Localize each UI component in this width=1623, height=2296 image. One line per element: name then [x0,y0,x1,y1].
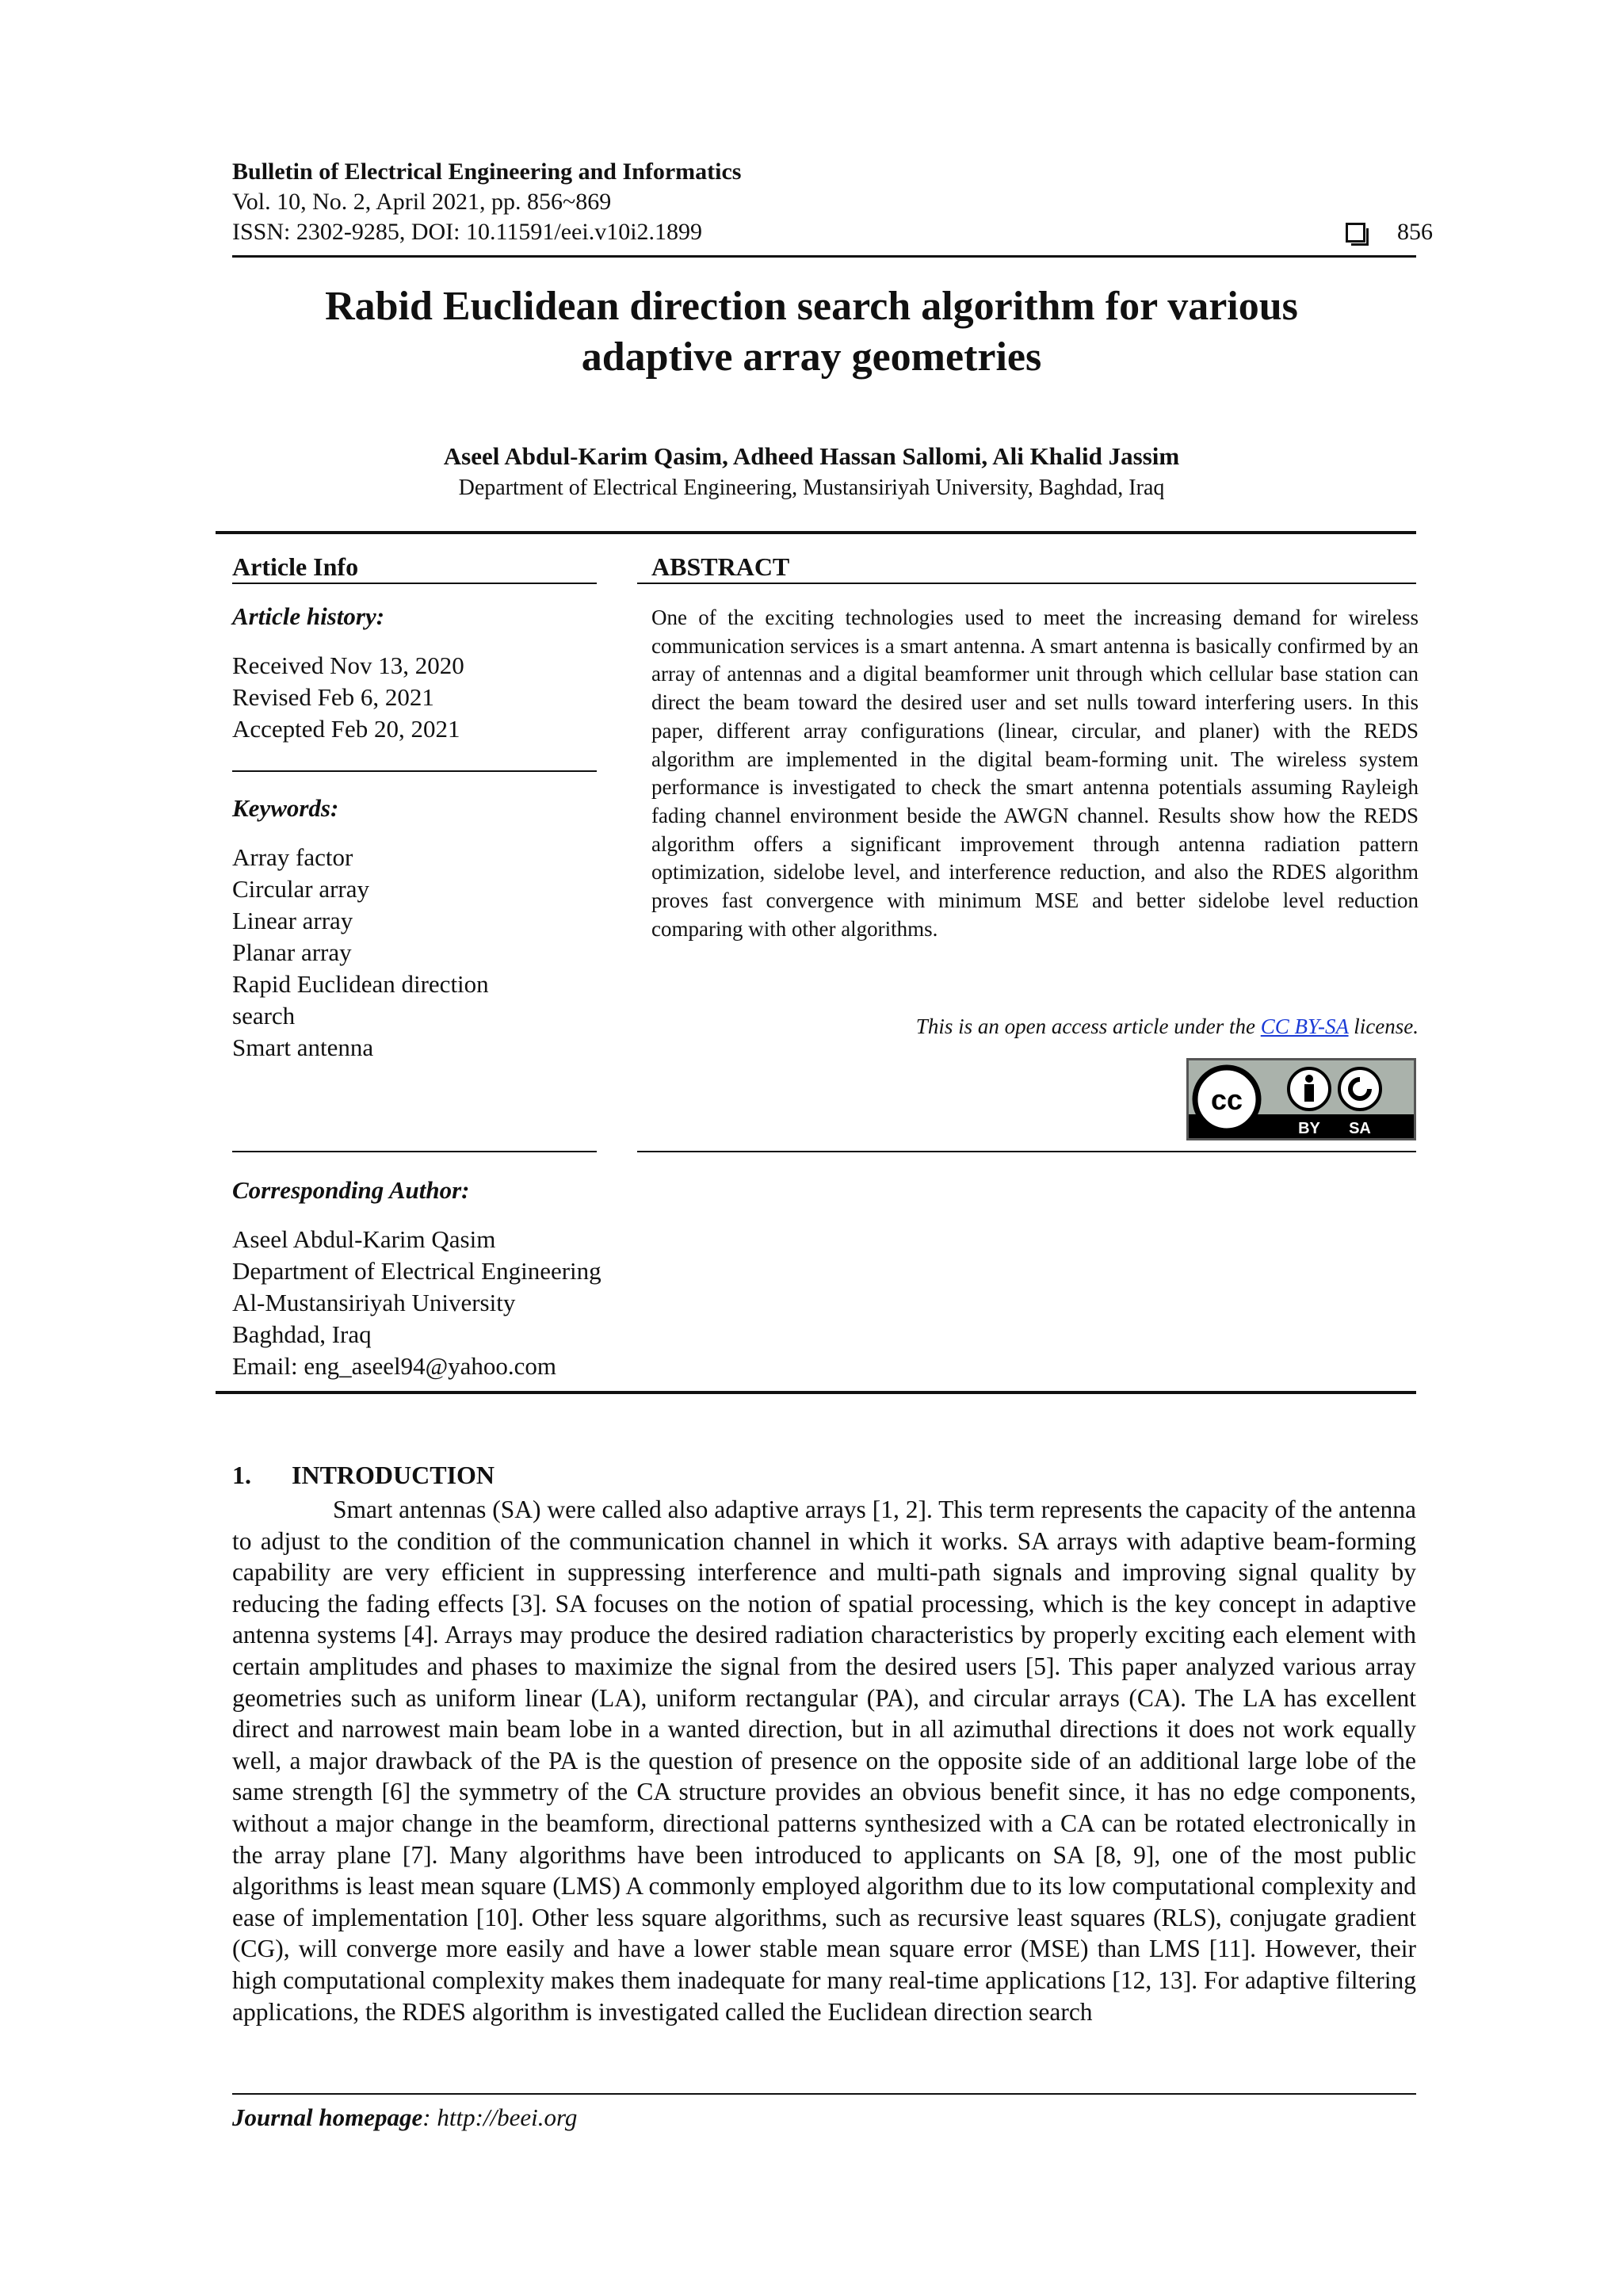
journal-name: Bulletin of Electrical Engineering and Informatics [232,159,742,185]
abstract-rule [637,583,1416,584]
received-date: Received Nov 13, 2020 [232,651,464,679]
paper-title [190,281,1433,383]
article-info-rule [232,583,597,584]
corresponding-author-details [232,1224,601,1382]
volume-info: Vol. 10, No. 2, April 2021, pp. 856~869 [232,189,612,215]
cc-by-label: BY [1298,1120,1320,1137]
keywords-bottom-rule [232,1151,597,1152]
keyword-item: Smart antenna [232,1033,374,1061]
abstract-heading: ABSTRACT [651,552,790,581]
checkbox-square-icon [1346,223,1365,243]
article-info-heading: Article Info [232,552,359,581]
keywords-heading: Keywords: [232,794,339,822]
header-rule [232,255,1416,258]
article-history-heading: Article history: [232,602,385,630]
open-access-note [651,1014,1419,1039]
introduction-body [232,1494,1416,2027]
cc-by-sa-link[interactable]: CC BY-SA [1260,1014,1349,1038]
title-line-2: adaptive array geometries [581,334,1042,380]
keyword-item: Linear array [232,907,353,934]
author-dept: Department of Electrical Engineering [232,1257,601,1285]
homepage-label: Journal homepage [232,2103,423,2131]
corresponding-author-heading: Corresponding Author: [232,1176,470,1204]
keyword-item: search [232,1002,296,1030]
introduction-paragraph: Smart antennas (SA) were called also adaptive arrays [1, 2]. This term represents the capacity of the antenna to adjust to the condition of the communication channel in which it works. SA arrays with adaptive beam-forming capability are very efficient in suppressing interference and multi-path signals and improving signal quality by reducing the fading effects [3]. SA focuses on the notion of spatial processing, which is the key concept in adaptive antenna systems [4]. Arrays may produce the desired radiation characteristics by properly exciting each element with certain amplitudes and phases to maximize the signal from the desired users [5]. This paper analyzed various array geometries such as uniform linear (LA), uniform rectangular (PA), and circular arrays (CA). The LA has excellent direct and narrowest main beam lobe in a wanted direction, but in all azimuthal directions it does not work equally well, a major drawback of the PA is the question of presence on the opposite side of an additional large lobe of the same strength [6] the symmetry of the CA structure provides an obvious benefit since, it has no edge components, without a major change in the beamform, directional patterns synthesized with a CA can be rotated electronically in the array plane [7]. Many algorithms have been introduced to applicants on SA [8, 9], one of the most public algorithms is least mean square (LMS) A commonly employed algorithm due to its low computational complexity and ease of implementation [10]. Other less square algorithms, such as recursive least squares (RLS), conjugate gradient (CG), will converge more easily and have a lower stable mean square error (MSE) than LMS [11]. However, their high computational complexity makes them inadequate for many real-time applications [12, 13]. For adaptive filtering applications, the RDES algorithm is investigated called the Euclidean direction search [232,1496,1416,2026]
affiliation: Department of Electrical Engineering, Mustansiriyah University, Baghdad, Iraq [458,476,1165,500]
title-line-1: Rabid Euclidean direction search algorithm for various [325,284,1298,329]
info-top-rule [216,531,1416,534]
issn-doi: ISSN: 2302-9285, DOI: 10.11591/eei.v10i2.1899 [232,219,703,245]
cc-sa-label: SA [1349,1120,1371,1137]
authors: Aseel Abdul-Karim Qasim, Adheed Hassan Sallomi, Ali Khalid Jassim [443,442,1180,470]
keyword-item: Array factor [232,843,353,871]
cc-by-sa-badge[interactable] [1186,1058,1416,1140]
cc-license-icon [1189,1060,1414,1138]
article-history [232,650,464,745]
keywords-list [232,842,489,1064]
license-suffix: license. [1348,1014,1419,1038]
section-title: INTRODUCTION [292,1461,495,1489]
keyword-item: Circular array [232,875,369,903]
author-email: Email: eng_aseel94@yahoo.com [232,1352,557,1380]
history-keywords-rule [232,770,597,772]
accepted-date: Accepted Feb 20, 2021 [232,715,460,743]
author-name: Aseel Abdul-Karim Qasim [232,1225,496,1253]
revised-date: Revised Feb 6, 2021 [232,683,434,711]
journal-homepage [232,2103,577,2132]
introduction-heading [232,1461,495,1490]
abstract-text: One of the exciting technologies used to meet the increasing demand for wireless communication services is a smart antenna. A smart antenna is basically confirmed by an array of antennas and a digital beamformer unit through which cellular base station can direct the beam toward the desired user and set nulls toward interfering users. In this paper, different array configurations (linear, circular, and planer) with the REDS algorithm are implemented in the digital beam-forming unit. The wireless system performance is investigated to check the smart antenna potentials assuming Rayleigh fading channel environment beside the AWGN channel. Results show how the REDS algorithm offers a significant improvement through antenna radiation pattern optimization, sidelobe level, and interference reduction, and also the RDES algorithm proves fast convergence with minimum MSE and better sidelobe level reduction comparing with other algorithms. [651,606,1419,941]
footer-rule [232,2093,1416,2095]
keyword-item: Rapid Euclidean direction [232,970,489,998]
svg-text:cc: cc [1210,1083,1243,1116]
author-city: Baghdad, Iraq [232,1320,372,1348]
license-prefix: This is an open access article under the [915,1014,1261,1038]
author-univ: Al-Mustansiriyah University [232,1289,516,1316]
page-number: 856 [1397,219,1433,245]
homepage-url[interactable]: : http://beei.org [422,2103,578,2131]
abstract-bottom-rule [637,1151,1416,1152]
info-bottom-rule [216,1391,1416,1394]
section-number: 1. [232,1461,251,1489]
page-number-block [1346,219,1433,246]
keyword-item: Planar array [232,938,352,966]
running-header [232,157,741,247]
